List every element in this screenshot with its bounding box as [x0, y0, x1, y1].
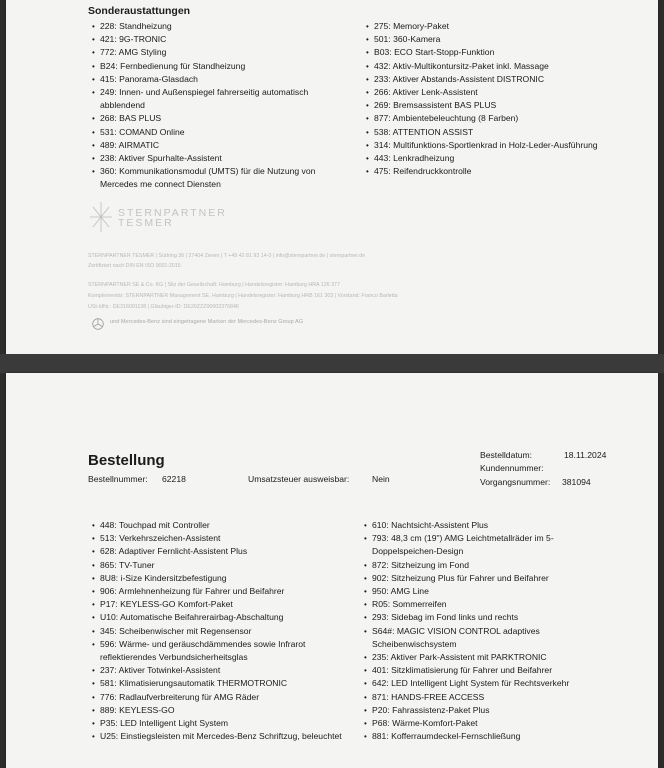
- order-options-list-right: [364, 519, 604, 743]
- option-item: • 448: Touchpad mit Controller: [92, 519, 354, 532]
- options-list-left: [92, 20, 354, 192]
- option-item: • 401: Sitzklimatisierung für Fahrer und Beifahrer: [364, 664, 604, 677]
- option-item: • 772: AMG Styling: [92, 46, 354, 59]
- mercedes-star-icon: [92, 318, 104, 330]
- option-item: • P17: KEYLESS-GO Komfort-Paket: [92, 598, 354, 611]
- option-item: • 360: Kommunikationsmodul (UMTS) für die Nutzung von Mercedes me connect Diensten: [92, 165, 354, 191]
- bestelldatum-value: 18.11.2024: [564, 450, 607, 460]
- star-logo-icon: [88, 200, 114, 234]
- option-item: • U25: Einstiegsleisten mit Mercedes-Benz Schriftzug, beleuchtet: [92, 730, 354, 743]
- option-item: • 902: Sitzheizung Plus für Fahrer und Beifahrer: [364, 572, 604, 585]
- option-item: • 877: Ambientebeleuchtung (8 Farben): [366, 112, 598, 125]
- option-item: • 871: HANDS-FREE ACCESS: [364, 691, 604, 704]
- footer-line: Zertifiziert nach DIN EN ISO 9001:2015: [88, 263, 181, 269]
- options-list-right: [366, 20, 598, 178]
- option-item: • 268: BAS PLUS: [92, 112, 354, 125]
- option-item: • 275: Memory-Paket: [366, 20, 598, 33]
- option-item: • 950: AMG Line: [364, 585, 604, 598]
- option-item: • 345: Scheibenwischer mit Regensensor: [92, 625, 354, 638]
- option-item: • 249: Innen- und Außenspiegel fahrerseitig automatisch abblendend: [92, 86, 354, 112]
- option-item: • 237: Aktiver Totwinkel-Assistent: [92, 664, 354, 677]
- option-item: • P20: Fahrassistenz-Paket Plus: [364, 704, 604, 717]
- option-item: • 513: Verkehrszeichen-Assistent: [92, 532, 354, 545]
- order-options-list-left: [92, 519, 354, 743]
- document-page-2: [6, 373, 658, 768]
- option-item: • 628: Adaptiver Fernlicht-Assistent Plus: [92, 545, 354, 558]
- logo-wordmark: STERNPARTNER TESMER: [118, 207, 227, 229]
- option-item: • 314: Multifunktions-Sportlenkrad in Holz-Leder-Ausführung: [366, 139, 598, 152]
- option-item: • 531: COMAND Online: [92, 126, 354, 139]
- option-item: • P35: LED Intelligent Light System: [92, 717, 354, 730]
- option-item: • 489: AIRMATIC: [92, 139, 354, 152]
- document-page-1: [6, 0, 658, 354]
- option-item: • 501: 360-Kamera: [366, 33, 598, 46]
- option-item: • 881: Kofferraumdeckel-Fernschließung: [364, 730, 604, 743]
- option-item: • 596: Wärme- und geräuschdämmendes sowie Infrarot reflektierendes Verbundsicherheitsglas: [92, 638, 354, 664]
- option-item: • 266: Aktiver Lenk-Assistent: [366, 86, 598, 99]
- option-item: • 8U8: i-Size Kindersitzbefestigung: [92, 572, 354, 585]
- trademark-note: und Mercedes-Benz sind eingetragene Marken der Mercedes-Benz Group AG: [110, 319, 304, 325]
- sternpartner-logo: [88, 200, 288, 234]
- option-item: • 475: Reifendruckkontrolle: [366, 165, 598, 178]
- option-item: • 776: Radlaufverbreiterung für AMG Räder: [92, 691, 354, 704]
- option-item: • 432: Aktiv-Multikontursitz-Paket inkl. Massage: [366, 60, 598, 73]
- option-item: • P68: Wärme-Komfort-Paket: [364, 717, 604, 730]
- option-item: • 421: 9G-TRONIC: [92, 33, 354, 46]
- option-item: • 538: ATTENTION ASSIST: [366, 126, 598, 139]
- option-item: • 228: Standheizung: [92, 20, 354, 33]
- vorgangsnummer-label: Vorgangsnummer:: [480, 477, 551, 487]
- bestellnummer-value: 62218: [162, 474, 186, 484]
- option-item: • 872: Sitzheizung im Fond: [364, 559, 604, 572]
- option-item: • 581: Klimatisierungsautomatik THERMOTRONIC: [92, 677, 354, 690]
- option-item: • 415: Panorama-Glasdach: [92, 73, 354, 86]
- option-item: • 235: Aktiver Park-Assistent mit PARKTRONIC: [364, 651, 604, 664]
- section-heading-sonderausstattungen: Sonderaustattungen: [88, 5, 191, 17]
- page-title: Bestellung: [88, 452, 165, 469]
- kundennummer-label: Kundennummer:: [480, 463, 544, 473]
- footer-line: STERNPARTNER SE & Co. KG | Sitz der Gesellschaft: Hamburg | Handelsregister: Hamburg HRA 126 377: [88, 282, 340, 288]
- option-item: • 642: LED Intelligent Light System für Rechtsverkehr: [364, 677, 604, 690]
- option-item: • B03: ECO Start-Stopp-Funktion: [366, 46, 598, 59]
- option-item: • 906: Armlehnenheizung für Fahrer und Beifahrer: [92, 585, 354, 598]
- option-item: • U10: Automatische Beifahrerairbag-Abschaltung: [92, 611, 354, 624]
- option-item: • 443: Lenkradheizung: [366, 152, 598, 165]
- umsatzsteuer-label: Umsatzsteuer ausweisbar:: [248, 474, 350, 484]
- bestelldatum-label: Bestelldatum:: [480, 450, 533, 460]
- option-item: • 793: 48,3 cm (19") AMG Leichtmetallräder im 5-Doppelspeichen-Design: [364, 532, 604, 558]
- option-item: • 269: Bremsassistent BAS PLUS: [366, 99, 598, 112]
- footer-line: USt-IdNr.: DE316091138 | Gläubiger-ID: DE20ZZZ00002376846: [88, 304, 239, 310]
- option-item: • 889: KEYLESS-GO: [92, 704, 354, 717]
- option-item: • 233: Aktiver Abstands-Assistent DISTRONIC: [366, 73, 598, 86]
- option-item: • 238: Aktiver Spurhalte-Assistent: [92, 152, 354, 165]
- option-item: • S64#: MAGIC VISION CONTROL adaptives Scheibenwischsystem: [364, 625, 604, 651]
- bestellnummer-label: Bestellnummer:: [88, 474, 148, 484]
- footer-line: STERNPARTNER TESMER | Südring 36 | 27404 Zeven | T +49 42 81 93 14-0 | info@sternpartner.de | sternpartner.de: [88, 253, 366, 259]
- vorgangsnummer-value: 381094: [562, 477, 591, 487]
- option-item: • B24: Fernbedienung für Standheizung: [92, 60, 354, 73]
- page-separator: [0, 354, 664, 373]
- option-item: • 610: Nachtsicht-Assistent Plus: [364, 519, 604, 532]
- option-item: • 293: Sidebag im Fond links und rechts: [364, 611, 604, 624]
- umsatzsteuer-value: Nein: [372, 474, 390, 484]
- option-item: • R05: Sommerreifen: [364, 598, 604, 611]
- footer-line: Komplementär: STERNPARTNER Management SE, Hamburg | Handelsregister: Hamburg HRB 161 303 | Vorstand: Franco Barletta: [88, 293, 398, 299]
- option-item: • 865: TV-Tuner: [92, 559, 354, 572]
